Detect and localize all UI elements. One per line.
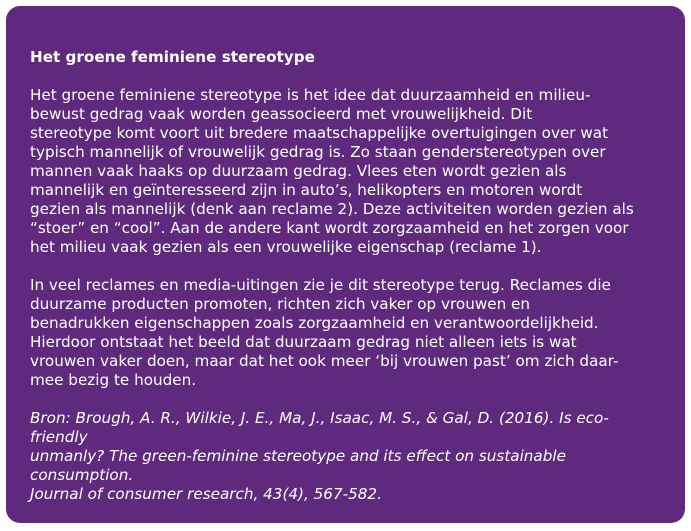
info-card (6, 6, 685, 523)
card-title: Het groene feminiene stereotype (30, 48, 315, 66)
source-citation: Bron: Brough, A. R., Wilkie, J. E., Ma, J., Isaac, M. S., & Gal, D. (2016). Is eco-friendly unmanly? The green-feminine stereotype and its effect on sustainable consumption. Journal of consumer research, 43(4), 567-582. (30, 409, 609, 503)
paragraph-intro: Het groene feminiene stereotype is het idee dat duurzaamheid en milieu- bewust gedrag vaak worden geassocieerd met vrouwelijkheid. Dit stereotype komt voort uit bredere maatschappelijke overtuigingen over wat typisch mannelijk of vrouwelijk gedrag is. Zo staan genderstereotypen over mannen vaak haaks op duurzaam gedrag. Vlees eten wordt gezien als mannelijk en geïnteresseerd zijn in auto’s, helikopters en motoren wordt gezien als mannelijk (denk aan reclame 2). Deze activiteiten worden gezien als “stoer” en “cool”. Aan de andere kant wordt zorgzaamheid en het zorgen voor het milieu vaak gezien als een vrouwelijke eigenschap (reclame 1). (30, 86, 634, 256)
paragraph-media: In veel reclames en media-uitingen zie je dit stereotype terug. Reclames die duurzame producten promoten, richten zich vaker op vrouwen en benadrukken eigenschappen zoals zorgzaamheid en verantwoordelijkheid. Hierdoor ontstaat het beeld dat duurzaam gedrag niet alleen iets is wat vrouwen vaker doen, maar dat het ook meer ‘bij vrouwen past’ om zich daar- mee bezig te houden. (30, 276, 619, 389)
